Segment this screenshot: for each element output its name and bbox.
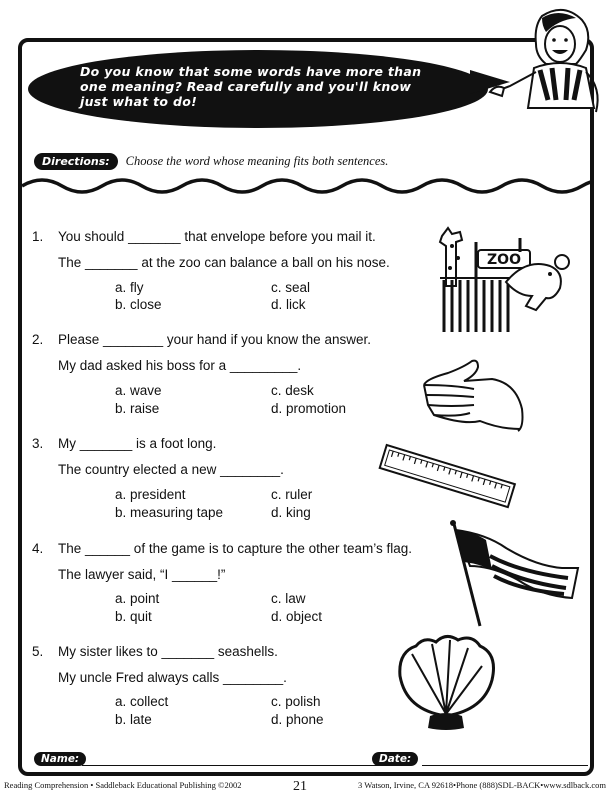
page-number: 21 [293,779,307,794]
option-c[interactable]: c. law [271,591,306,606]
option-c[interactable]: c. ruler [271,487,313,502]
option-a[interactable]: a. president [115,487,186,502]
sentence-1: My _______ is a foot long. [58,436,217,451]
option-d[interactable]: d. king [271,505,311,520]
seashell-illustration [394,632,498,736]
question-number: 2. [32,332,44,347]
sentence-1: My sister likes to _______ seashells. [58,644,278,659]
teacher-character-illustration [486,6,608,124]
raised-hand-illustration [420,355,524,433]
option-d[interactable]: d. lick [271,297,306,312]
directions-label: Directions: [34,153,118,170]
option-d[interactable]: d. object [271,609,323,624]
directions [34,152,388,170]
date-line[interactable] [422,765,588,766]
name-line[interactable] [82,765,396,766]
sentence-2: My dad asked his boss for a _________. [58,358,302,373]
wavy-divider [22,172,590,194]
zoo-sign-text: ZOO [487,252,521,268]
sentence-1: The ______ of the game is to capture the other team’s flag. [58,541,412,556]
option-a[interactable]: a. wave [115,383,162,398]
sentence-1: You should _______ that envelope before you mail it. [58,229,376,244]
option-d[interactable]: d. phone [271,712,324,727]
directions-text: Choose the word whose meaning fits both sentences. [125,153,389,168]
sentence-2: The lawyer said, “I ______!” [58,567,226,582]
option-a[interactable]: a. fly [115,280,144,295]
question-number: 5. [32,644,44,659]
question-number: 4. [32,541,44,556]
sentence-2: My uncle Fred always calls ________. [58,670,287,685]
option-c[interactable]: c. seal [271,280,311,295]
footer-right: 3 Watson, Irvine, CA 92618•Phone (888)SDL-BACK•www.sdlback.com [358,780,606,790]
american-flag-illustration [446,518,586,630]
option-b[interactable]: b. close [115,297,162,312]
name-label: Name: [34,752,86,766]
date-label: Date: [372,752,418,766]
zoo-seal-illustration [436,222,576,338]
question-number: 3. [32,436,44,451]
option-c[interactable]: c. polish [271,694,321,709]
option-b[interactable]: b. late [115,712,152,727]
name-date-bar [34,752,594,768]
sentence-2: The _______ at the zoo can balance a ball on his nose. [58,255,390,270]
sentence-1: Please ________ your hand if you know the answer. [58,332,371,347]
bubble-line-1: Do you know that some words have more than [80,64,422,79]
option-b[interactable]: b. raise [115,401,160,416]
footer-left: Reading Comprehension • Saddleback Educational Publishing ©2002 [4,780,242,790]
question-number: 1. [32,229,44,244]
option-a[interactable]: a. point [115,591,160,606]
option-c[interactable]: c. desk [271,383,314,398]
option-a[interactable]: a. collect [115,694,169,709]
speech-bubble-text [80,64,440,109]
option-d[interactable]: d. promotion [271,401,347,416]
ruler-illustration [374,440,520,514]
bubble-line-2: one meaning? Read carefully and you'll know [80,79,412,94]
option-b[interactable]: b. measuring tape [115,505,224,520]
sentence-2: The country elected a new ________. [58,462,284,477]
option-b[interactable]: b. quit [115,609,152,624]
bubble-line-3: just what to do! [80,94,198,109]
